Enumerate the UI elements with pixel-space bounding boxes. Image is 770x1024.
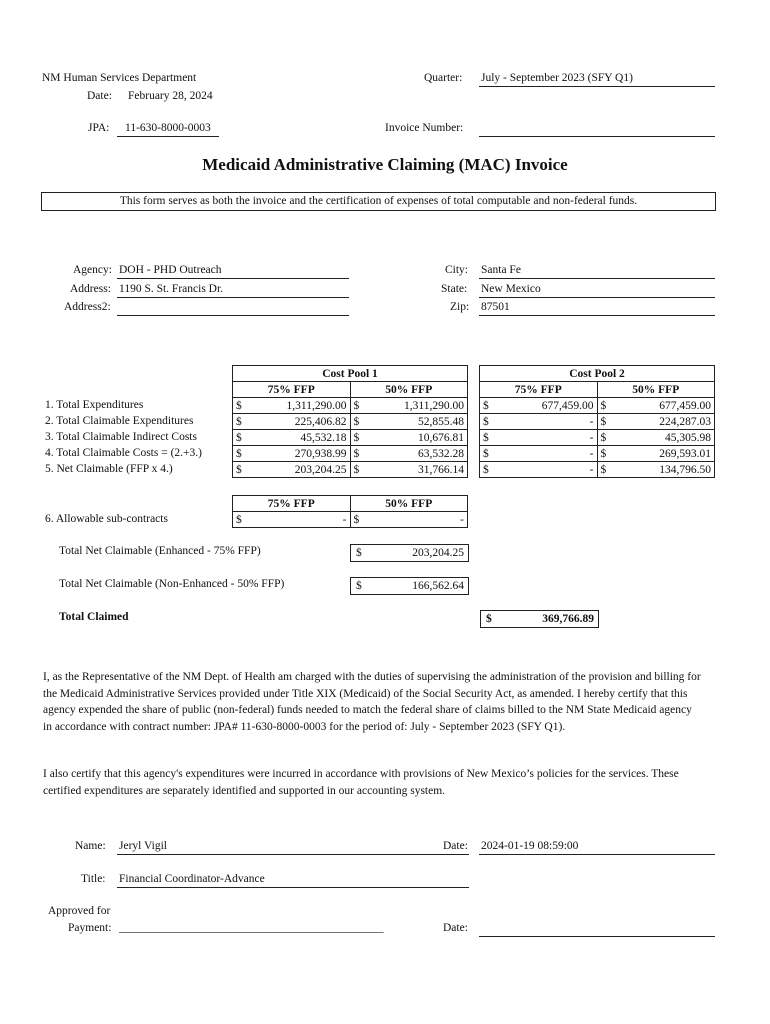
address2-label: Address2: — [64, 301, 111, 313]
title-value: Financial Coordinator-Advance — [119, 873, 265, 885]
currency-sign: $ — [480, 414, 497, 430]
cell-value: 224,287.03 — [614, 414, 715, 430]
certification-paragraph-2: I also certify that this agency's expenditures were incurred in accordance with provisions of New Mexico’s policies for the services. These certified expenditures are separately identified and supported in our accounting system. — [43, 768, 679, 797]
currency-sign: $ — [233, 430, 250, 446]
cell-value: - — [496, 430, 597, 446]
signature-date-value: 2024-01-19 08:59:00 — [481, 840, 579, 852]
page-title: Medicaid Administrative Claiming (MAC) Invoice — [202, 155, 568, 174]
currency-sign: $ — [233, 414, 250, 430]
jpa-label: JPA: — [88, 122, 110, 134]
title-label: Title: — [81, 873, 106, 885]
table-row — [480, 398, 715, 414]
approved-signature-line[interactable]: ______________________________________________ — [119, 922, 384, 934]
title-field[interactable] — [117, 873, 469, 888]
currency-sign: $ — [350, 446, 367, 462]
cell-value: 269,593.01 — [614, 446, 715, 462]
total-enhanced-value: 203,204.25 — [412, 547, 464, 559]
cell-value: 45,305.98 — [614, 430, 715, 446]
address-field[interactable] — [117, 283, 349, 298]
currency-sign: $ — [356, 547, 362, 559]
subcontracts-col-75: 75% FFP — [233, 496, 351, 512]
subcontracts-table — [232, 495, 468, 528]
total-enhanced-label: Total Net Claimable (Enhanced - 75% FFP) — [59, 545, 261, 557]
department-name: NM Human Services Department — [42, 72, 197, 84]
cost-pool-2-col-50: 50% FFP — [597, 382, 715, 398]
currency-sign: $ — [480, 462, 497, 478]
city-value: Santa Fe — [481, 264, 521, 276]
currency-sign: $ — [597, 446, 614, 462]
jpa-field[interactable] — [117, 122, 219, 137]
currency-sign: $ — [356, 580, 362, 592]
total-claimed-box — [480, 610, 599, 628]
currency-sign: $ — [350, 512, 367, 528]
cell-value: 1,311,290.00 — [249, 398, 350, 414]
table-row — [233, 512, 468, 528]
certification-paragraph-1: I, as the Representative of the NM Dept. of Health am charged with the duties of supervising the administration of the provision and billing for the Medicaid Administrative Services provided under Title XIX (Medicaid) of the Social Security Act, as amended. I hereby certify that this agency expended the share of public (non-federal) funds needed to match the federal share of claims billed to the NM State Medicaid agency in accordance with contract number: JPA# 11-630-8000-0003 for the period of: July - September 2023 (SFY Q1). — [43, 671, 701, 733]
currency-sign: $ — [233, 398, 250, 414]
approved-label-line-2: Payment: — [68, 922, 112, 934]
cell-value: 45,532.18 — [249, 430, 350, 446]
approved-date-label: Date: — [443, 922, 468, 934]
total-nonenhanced-box — [350, 577, 469, 595]
row-label-claimable-expenditures: 2. Total Claimable Expenditures — [45, 415, 194, 427]
invoice-number-field[interactable] — [479, 122, 715, 137]
cell-value: 63,532.28 — [367, 446, 468, 462]
address-label: Address: — [70, 283, 111, 295]
currency-sign: $ — [597, 462, 614, 478]
cell-value: 225,406.82 — [249, 414, 350, 430]
currency-sign: $ — [597, 398, 614, 414]
cost-pool-1-col-50: 50% FFP — [350, 382, 468, 398]
cell-value: 134,796.50 — [614, 462, 715, 478]
zip-field[interactable] — [479, 301, 715, 316]
table-row — [480, 446, 715, 462]
currency-sign: $ — [350, 462, 367, 478]
state-value: New Mexico — [481, 283, 541, 295]
invoice-number-label: Invoice Number: — [385, 122, 464, 134]
table-row — [233, 398, 468, 414]
currency-sign: $ — [233, 446, 250, 462]
quarter-label: Quarter: — [424, 72, 463, 84]
name-value: Jeryl Vigil — [119, 840, 167, 852]
cell-value: - — [496, 462, 597, 478]
subcontracts-50-value: - — [367, 512, 468, 528]
name-field[interactable] — [117, 840, 469, 855]
currency-sign: $ — [233, 462, 250, 478]
currency-sign: $ — [480, 446, 497, 462]
cell-value: 677,459.00 — [496, 398, 597, 414]
total-nonenhanced-label: Total Net Claimable (Non-Enhanced - 50% FFP) — [59, 578, 285, 590]
jpa-value: 11-630-8000-0003 — [125, 122, 211, 134]
table-row — [480, 414, 715, 430]
approved-date-field[interactable] — [479, 922, 715, 937]
table-row — [233, 462, 468, 478]
row-label-net-claimable: 5. Net Claimable (FFP x 4.) — [45, 463, 173, 475]
total-enhanced-box — [350, 544, 469, 562]
currency-sign: $ — [597, 414, 614, 430]
agency-value: DOH - PHD Outreach — [119, 264, 222, 276]
cell-value: 203,204.25 — [249, 462, 350, 478]
total-nonenhanced-value: 166,562.64 — [412, 580, 464, 592]
signature-date-label: Date: — [443, 840, 468, 852]
city-label: City: — [445, 264, 469, 276]
state-label: State: — [441, 283, 468, 295]
cell-value: - — [496, 446, 597, 462]
currency-sign: $ — [486, 613, 492, 625]
table-row — [233, 446, 468, 462]
subcontracts-label: 6. Allowable sub-contracts — [45, 513, 168, 525]
address-value: 1190 S. St. Francis Dr. — [119, 283, 224, 295]
signature-date-field[interactable] — [479, 840, 715, 855]
currency-sign: $ — [597, 430, 614, 446]
cell-value: 52,855.48 — [367, 414, 468, 430]
row-label-indirect-costs: 3. Total Claimable Indirect Costs — [45, 431, 197, 443]
cell-value: 1,311,290.00 — [367, 398, 468, 414]
subcontracts-75-value: - — [249, 512, 350, 528]
cell-value: 677,459.00 — [614, 398, 715, 414]
cell-value: - — [496, 414, 597, 430]
cell-value: 270,938.99 — [249, 446, 350, 462]
cell-value: 31,766.14 — [367, 462, 468, 478]
form-banner: This form serves as both the invoice and the certification of expenses of total computable and non-federal funds. — [41, 192, 716, 211]
total-claimed-value: 369,766.89 — [542, 613, 594, 625]
table-row — [233, 430, 468, 446]
currency-sign: $ — [350, 430, 367, 446]
zip-label: Zip: — [450, 301, 470, 313]
currency-sign: $ — [350, 414, 367, 430]
currency-sign: $ — [350, 398, 367, 414]
row-label-total-expenditures: 1. Total Expenditures — [45, 399, 144, 411]
cost-pool-2-col-75: 75% FFP — [480, 382, 598, 398]
cost-pool-1-table — [232, 365, 468, 478]
quarter-value: July - September 2023 (SFY Q1) — [481, 72, 633, 84]
total-claimed-label: Total Claimed — [59, 611, 129, 623]
currency-sign: $ — [480, 398, 497, 414]
table-row — [233, 414, 468, 430]
address2-field[interactable] — [117, 301, 349, 316]
state-field[interactable] — [479, 283, 715, 298]
date-value: February 28, 2024 — [128, 90, 213, 102]
cost-pool-1-col-75: 75% FFP — [233, 382, 351, 398]
quarter-field[interactable] — [479, 72, 715, 87]
name-label: Name: — [75, 840, 106, 852]
table-row — [480, 430, 715, 446]
table-row — [480, 462, 715, 478]
currency-sign: $ — [480, 430, 497, 446]
approved-label-line-1: Approved for — [48, 905, 111, 917]
zip-value: 87501 — [481, 301, 510, 313]
cost-pool-2-title: Cost Pool 2 — [480, 366, 715, 382]
currency-sign: $ — [233, 512, 250, 528]
cost-pool-2-table — [479, 365, 715, 478]
row-label-claimable-costs: 4. Total Claimable Costs = (2.+3.) — [45, 447, 202, 459]
city-field[interactable] — [479, 264, 715, 279]
cell-value: 10,676.81 — [367, 430, 468, 446]
subcontracts-col-50: 50% FFP — [350, 496, 468, 512]
date-label: Date: — [87, 90, 112, 102]
cost-pool-1-title: Cost Pool 1 — [233, 366, 468, 382]
agency-label: Agency: — [73, 264, 112, 276]
agency-field[interactable] — [117, 264, 349, 279]
